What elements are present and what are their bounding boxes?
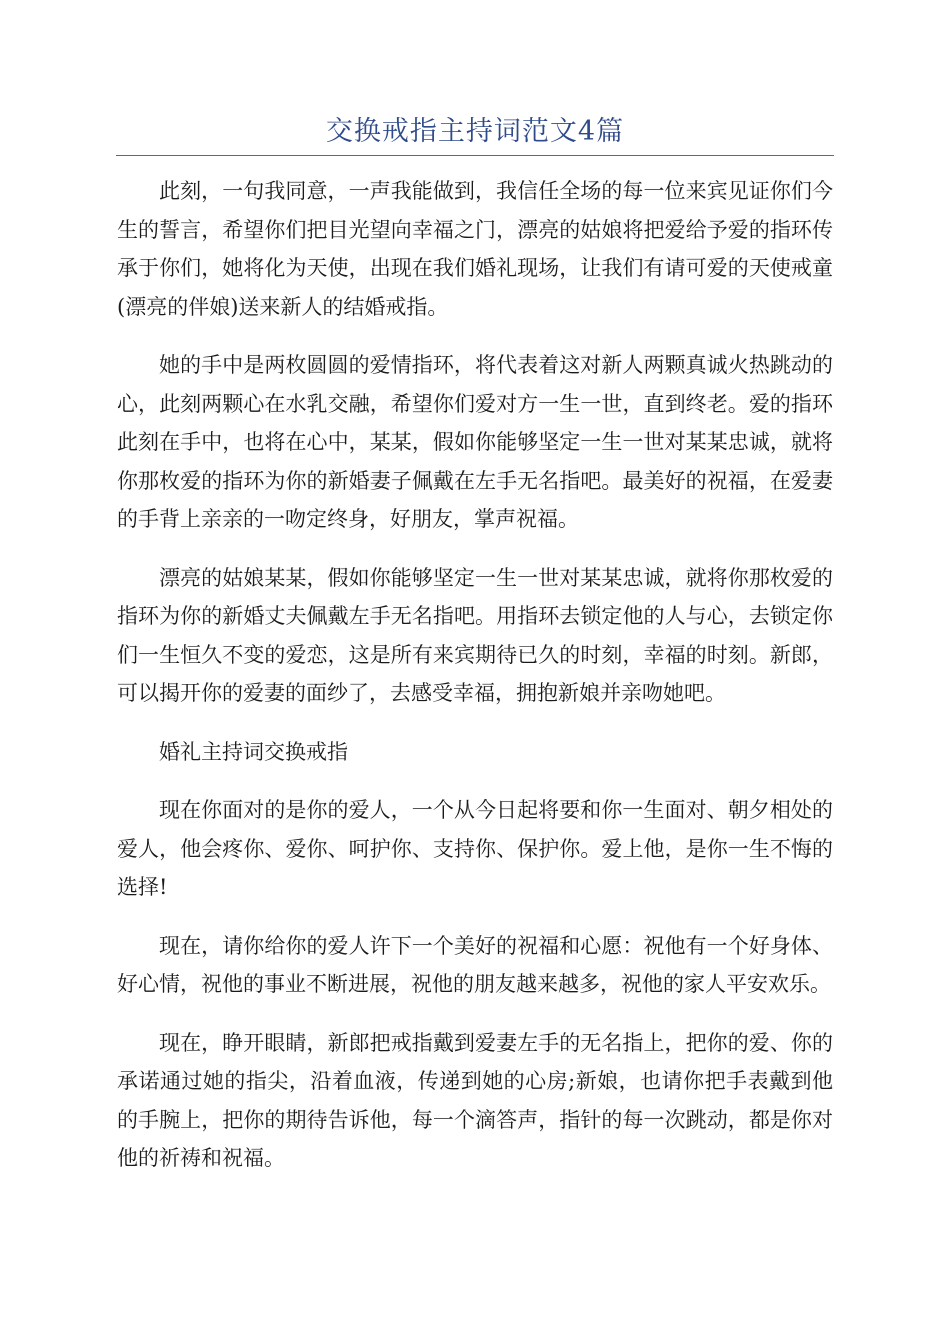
paragraph-6: 现在，睁开眼睛，新郎把戒指戴到爱妻左手的无名指上，把你的爱、你的承诺通过她的指尖，沿着血液，传递到她的心房;新娘，也请你把手表戴到他的手腕上，把你的期待告诉他，每一个滴答声，指针的每一次跳动，都是你对他的祈祷和祝福。 [117, 1030, 833, 1170]
paragraph-1: 此刻，一句我同意，一声我能做到，我信任全场的每一位来宾见证你们今生的誓言，希望你们把目光望向幸福之门，漂亮的姑娘将把爱给予爱的指环传承于你们，她将化为天使，出现在我们婚礼现场，让我们有请可爱的天使戒童(漂亮的伴娘)送来新人的结婚戒指。 [117, 179, 833, 319]
title-underline [116, 155, 834, 156]
document-title: 交换戒指主持词范文4篇 [325, 116, 625, 147]
document-body [117, 172, 833, 1198]
paragraph-5: 现在，请你给你的爱人许下一个美好的祝福和心愿：祝他有一个好身体、好心情，祝他的事业不断进展，祝他的朋友越来越多，祝他的家人平安欢乐。 [117, 933, 833, 996]
section-heading: 婚礼主持词交换戒指 [159, 739, 348, 764]
paragraph-4: 现在你面对的是你的爱人，一个从今日起将要和你一生面对、朝夕相处的爱人，他会疼你、爱你、呵护你、支持你、保护你。爱上他，是你一生不悔的选择! [117, 798, 833, 899]
paragraph-2: 她的手中是两枚圆圆的爱情指环，将代表着这对新人两颗真诚火热跳动的心，此刻两颗心在水乳交融，希望你们爱对方一生一世，直到终老。爱的指环此刻在手中，也将在心中，某某，假如你能够坚定一生一世对某某忠诚，就将你那枚爱的指环为你的新婚妻子佩戴在左手无名指吧。最美好的祝福，在爱妻的手背上亲亲的一吻定终身，好朋友，掌声祝福。 [117, 353, 833, 531]
paragraph-3: 漂亮的姑娘某某，假如你能够坚定一生一世对某某忠诚，就将你那枚爱的指环为你的新婚丈夫佩戴左手无名指吧。用指环去锁定他的人与心，去锁定你们一生恒久不变的爱恋，这是所有来宾期待已久的时刻，幸福的时刻。新郎，可以揭开你的爱妻的面纱了，去感受幸福，拥抱新娘并亲吻她吧。 [117, 565, 833, 705]
